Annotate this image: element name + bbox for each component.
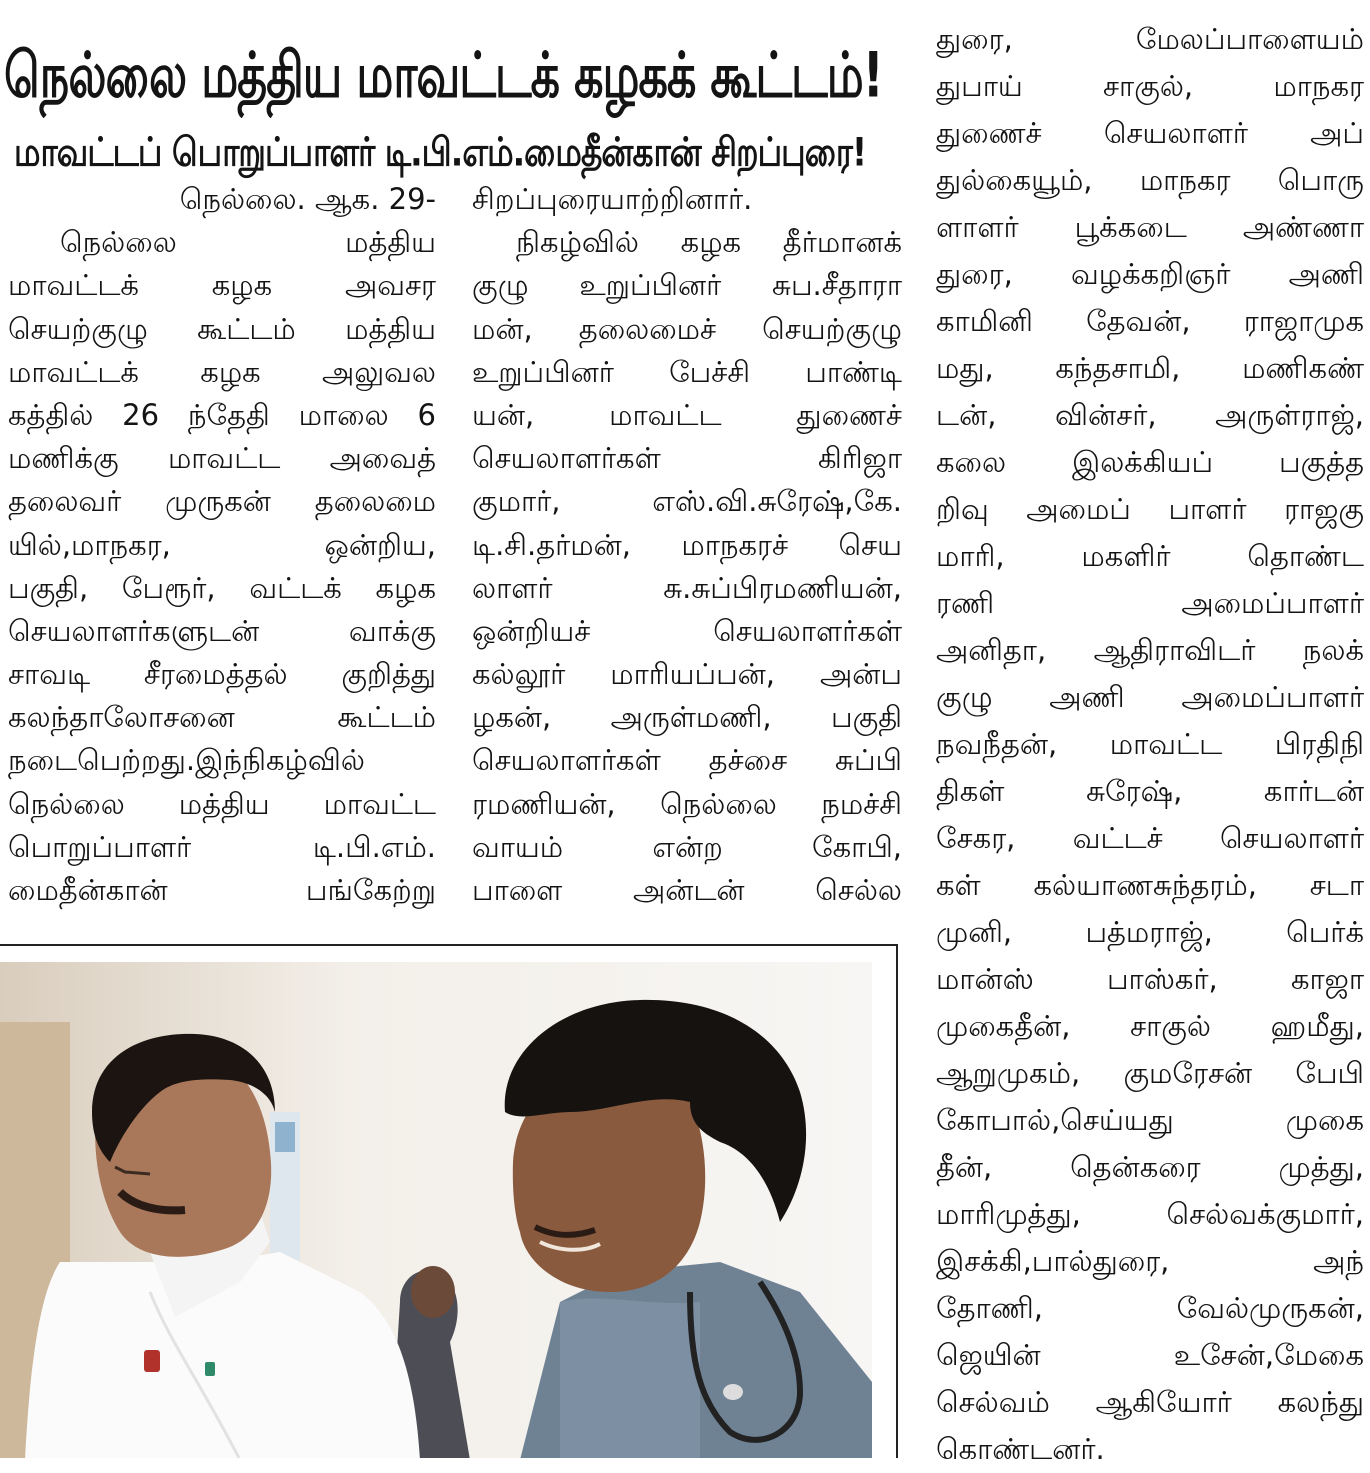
text-line: குழு அணி அமைப்பாளர்	[936, 680, 1364, 714]
text-line: கத்தில் 26 ந்தேதி மாலை 6	[8, 397, 436, 432]
text-line: செயற்குழு கூட்டம் மத்திய	[8, 311, 436, 346]
text-line: றிவு அமைப் பாளர் ராஜகு	[936, 492, 1364, 526]
text-line: துணைச் செயலாளர் அப்	[936, 116, 1364, 150]
text-line: தீன், தென்கரை முத்து,	[936, 1150, 1364, 1184]
text-line: யில்,மாநகர, ஒன்றிய,	[8, 527, 436, 562]
text-line: யன், மாவட்ட துணைச்	[472, 397, 902, 432]
text-line: நெல்லை மத்திய மாவட்ட	[8, 786, 436, 821]
text-line: நவநீதன், மாவட்ட பிரதிநி	[936, 727, 1364, 761]
text-line: கல்லூர் மாரியப்பன், அன்ப	[472, 657, 902, 692]
text-line: ரமணியன், நெல்லை நமச்சி	[472, 786, 902, 821]
text-line: கலை இலக்கியப் பகுத்த	[936, 445, 1364, 479]
text-line: நடைபெற்றது.இந்நிகழ்வில்	[8, 743, 365, 778]
text-line: முகைதீன், சாகுல் ஹமீது,	[936, 1009, 1364, 1043]
article-column-1	[8, 178, 436, 912]
text-line: உறுப்பினர் பேச்சி பாண்டி	[472, 354, 902, 389]
photo-image	[0, 962, 872, 1458]
news-photo	[0, 944, 898, 1458]
text-line: கொண்டனர்.	[936, 1432, 1105, 1466]
text-line: துரை, வழக்கறிஞர் அணி	[936, 257, 1364, 291]
text-line: துல்கையூம், மாநகர பொரு	[936, 163, 1364, 197]
text-line: பகுதி, பேரூர், வட்டக் கழக	[8, 570, 436, 605]
text-line: மைதீன்கான் பங்கேற்று	[8, 873, 436, 907]
text-line: ளாளர் பூக்கடை அண்ணா	[936, 210, 1364, 244]
text-line: மாவட்டக் கழக அவசர	[8, 268, 436, 303]
text-line: மான்ஸ் பாஸ்கர், காஜா	[936, 962, 1364, 996]
text-line: மாரிமுத்து, செல்வக்குமார்,	[936, 1197, 1364, 1231]
text-line: திகள் சுரேஷ், கார்டன்	[936, 774, 1364, 808]
text-line: செல்வம் ஆகியோர் கலந்து	[936, 1385, 1364, 1419]
text-line: ஒன்றியச் செயலாளர்கள்	[472, 613, 902, 648]
text-line: முனி, பத்மராஜ், பெர்க்	[936, 915, 1364, 949]
text-line: சாவடி சீரமைத்தல் குறித்து	[8, 657, 436, 692]
text-line: மன், தலைமைச் செயற்குழு	[472, 311, 902, 346]
text-line: கலந்தாலோசனை கூட்டம்	[8, 700, 436, 735]
text-line: தோணி, வேல்முருகன்,	[936, 1291, 1364, 1325]
text-line: மாவட்டக் கழக அலுவல	[8, 354, 436, 389]
text-line: மணிக்கு மாவட்ட அவைத்	[8, 441, 436, 476]
text-line: நெல்லை மத்திய	[60, 225, 436, 260]
text-line: தலைவர் முருகன் தலைமை	[8, 484, 436, 519]
article-column-3	[936, 16, 1364, 1473]
text-line: ஆறுமுகம், குமரேசன் பேபி	[936, 1056, 1364, 1090]
text-line: சேகர, வட்டச் செயலாளர்	[936, 821, 1364, 855]
text-line: குழு உறுப்பினர் சுப.சீதாரா	[472, 268, 902, 303]
text-line: சிறப்புரையாற்றினார்.	[472, 182, 753, 216]
text-line: டன், வின்சர், அருள்ராஜ்,	[936, 398, 1364, 432]
text-line: இசக்கி,பால்துரை, அந்	[936, 1244, 1364, 1278]
text-line: துரை, மேலப்பாளையம்	[936, 22, 1364, 56]
headline: நெல்லை மத்திய மாவட்டக் கழகக் கூட்டம்!	[4, 38, 883, 112]
text-line: லாளர் சு.சுப்பிரமணியன்,	[472, 570, 902, 605]
text-line: குமார், எஸ்.வி.சுரேஷ்,கே.	[472, 484, 902, 519]
text-line: ழகன், அருள்மணி, பகுதி	[472, 700, 902, 735]
text-line: செயலாளர்களுடன் வாக்கு	[8, 613, 436, 648]
text-line: டி.சி.தர்மன், மாநகரச் செய	[472, 527, 902, 562]
text-line: வாயம் என்ற கோபி,	[472, 829, 902, 864]
text-line: கோபால்,செய்யது முகை	[936, 1103, 1364, 1137]
text-line: கள் கல்யாணசுந்தரம், சடா	[936, 868, 1364, 902]
dateline: நெல்லை. ஆக. 29-	[179, 182, 436, 216]
text-line: செயலாளர்கள் கிரிஜா	[472, 441, 902, 476]
text-line: மாரி, மகளிர் தொண்ட	[936, 539, 1364, 573]
text-line: நிகழ்வில் கழக தீர்மானக்	[516, 225, 902, 260]
text-line: துபாய் சாகுல், மாநகர	[936, 69, 1364, 103]
text-line: செயலாளர்கள் தச்சை சுப்பி	[472, 743, 902, 778]
subheadline: மாவட்டப் பொறுப்பாளர் டி.பி.எம்.மைதீன்கான் சிறப்புரை!	[14, 128, 867, 176]
text-line: பாளை அன்டன் செல்ல	[472, 873, 902, 907]
text-line: ஜெயின் உசேன்,மேகை	[936, 1338, 1364, 1372]
text-line: மது, கந்தசாமி, மணிகண்	[936, 351, 1364, 385]
article-column-2	[472, 178, 902, 912]
text-line: அனிதா, ஆதிராவிடர் நலக்	[936, 633, 1364, 667]
text-line: காமினி தேவன், ராஜாமுக	[936, 304, 1364, 338]
text-line: ரணி அமைப்பாளர்	[936, 586, 1364, 620]
text-line: பொறுப்பாளர் டி.பி.எம்.	[8, 829, 436, 864]
